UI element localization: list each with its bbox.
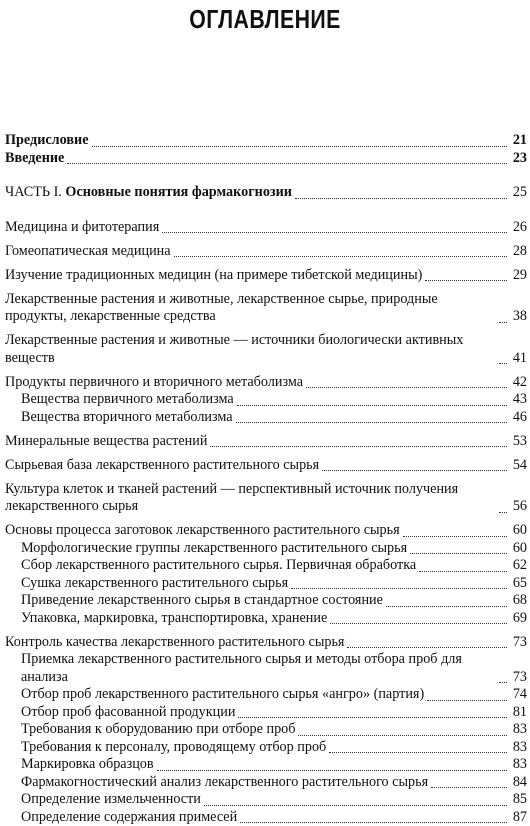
toc-page-number: 60 bbox=[509, 540, 527, 558]
toc-entry-title: Вещества вторичного метаболизма bbox=[21, 409, 233, 427]
page-title: ОГЛАВЛЕНИЕ bbox=[48, 4, 483, 35]
toc-page-number: 87 bbox=[509, 809, 527, 826]
toc-subentry[interactable] bbox=[5, 592, 527, 610]
toc-leader-dots bbox=[237, 404, 507, 406]
toc-leader-dots bbox=[210, 445, 507, 447]
toc-page-number: 74 bbox=[509, 686, 527, 704]
toc-entry-title: Требования к персоналу, проводящему отбор проб bbox=[21, 739, 326, 757]
toc-page-number: 68 bbox=[509, 592, 527, 610]
toc-leader-dots bbox=[386, 605, 507, 607]
toc-subentry[interactable] bbox=[5, 391, 527, 409]
toc-page-number: 83 bbox=[509, 721, 527, 739]
toc-page-number: 25 bbox=[509, 184, 527, 202]
toc-entry-title: Предисловие bbox=[5, 132, 89, 150]
toc-page-number: 84 bbox=[509, 774, 527, 792]
toc-page-number: 21 bbox=[509, 132, 527, 150]
toc-subentry[interactable] bbox=[5, 704, 527, 722]
toc-leader-dots bbox=[295, 197, 507, 199]
toc-page-number: 53 bbox=[509, 433, 527, 451]
toc-page-number: 43 bbox=[509, 391, 527, 409]
toc-page-number: 60 bbox=[509, 522, 527, 540]
toc-page-number: 85 bbox=[509, 791, 527, 809]
toc-subentry[interactable] bbox=[5, 686, 527, 704]
toc-subentry[interactable] bbox=[5, 557, 527, 575]
toc-page-number: 41 bbox=[509, 350, 527, 368]
toc-entry-title: Фармакогностический анализ лекарственного растительного сырья bbox=[21, 774, 428, 792]
toc-page-number: 28 bbox=[509, 243, 527, 261]
toc-entry-title: Требования к оборудованию при отборе проб bbox=[21, 721, 295, 739]
toc-entry-title: Отбор проб фасованной продукции bbox=[21, 704, 235, 722]
toc-subentry[interactable] bbox=[5, 610, 527, 628]
toc-subentry[interactable] bbox=[5, 721, 527, 739]
toc-entry-title: Введение bbox=[5, 150, 64, 168]
toc-entry[interactable] bbox=[5, 332, 527, 367]
toc-leader-dots bbox=[425, 279, 507, 281]
toc-entry[interactable] bbox=[5, 433, 527, 451]
toc-page-number: 62 bbox=[509, 557, 527, 575]
toc-entry-title: Гомеопатическая медицина bbox=[5, 243, 171, 261]
toc-leader-dots bbox=[330, 622, 507, 624]
toc-page-number: 73 bbox=[509, 634, 527, 652]
toc-page-number: 83 bbox=[509, 756, 527, 774]
toc-part-title: Основные понятия фармакогнозии bbox=[65, 184, 292, 200]
toc-leader-dots bbox=[322, 469, 507, 471]
toc-page-number: 26 bbox=[509, 219, 527, 237]
toc-page-number: 81 bbox=[509, 704, 527, 722]
toc-entry-introduction[interactable] bbox=[5, 150, 527, 168]
toc-entry-title: Приемка лекарственного растительного сырья и методы отбора проб для анализа bbox=[21, 651, 496, 686]
toc-leader-dots bbox=[204, 804, 507, 806]
toc-subentry[interactable] bbox=[5, 809, 527, 826]
toc-entry-preface[interactable] bbox=[5, 132, 527, 150]
toc-leader-dots bbox=[236, 421, 507, 423]
toc-subentry[interactable] bbox=[5, 575, 527, 593]
toc-entry-title: Определение измельченности bbox=[21, 791, 201, 809]
toc-entry-title: Продукты первичного и вторичного метаболизма bbox=[5, 374, 303, 392]
toc-page-number: 73 bbox=[509, 669, 527, 687]
toc-entry-part-1[interactable] bbox=[5, 184, 527, 202]
toc-subentry[interactable] bbox=[5, 409, 527, 427]
toc-entry[interactable] bbox=[5, 267, 527, 285]
toc-page-number: 23 bbox=[509, 150, 527, 168]
toc-leader-dots bbox=[291, 587, 507, 589]
toc-leader-dots bbox=[306, 386, 507, 388]
toc-leader-dots bbox=[298, 734, 507, 736]
toc-leader-dots bbox=[403, 535, 507, 537]
toc-page-number: 56 bbox=[509, 498, 527, 516]
toc-subentry[interactable] bbox=[5, 540, 527, 558]
toc-leader-dots bbox=[157, 769, 507, 771]
toc-leader-dots bbox=[431, 786, 507, 788]
toc-leader-dots bbox=[499, 511, 507, 513]
toc-leader-dots bbox=[499, 681, 507, 683]
toc-entry-title: Определение содержания примесей bbox=[21, 809, 237, 826]
toc-leader-dots bbox=[162, 231, 507, 233]
toc-entry-title: Сушка лекарственного растительного сырья bbox=[21, 575, 288, 593]
toc-entry-title: Изучение традиционных медицин (на примере тибетской медицины) bbox=[5, 267, 422, 285]
toc-entry-title: Лекарственные растения и животные, лекарственное сырье, природные продукты, лекарственные средства bbox=[5, 291, 496, 326]
toc-leader-dots bbox=[329, 751, 507, 753]
toc-subentry[interactable] bbox=[5, 651, 527, 686]
toc-entry-title: Отбор проб лекарственного растительного сырья «ангро» (партия) bbox=[21, 686, 424, 704]
toc-entry-title: Культура клеток и тканей растений — перспективный источник получения лекарственного сырья bbox=[5, 481, 496, 516]
toc-page-number: 83 bbox=[509, 739, 527, 757]
toc-entry[interactable] bbox=[5, 219, 527, 237]
toc-leader-dots bbox=[419, 570, 507, 572]
toc-entry-title: Медицина и фитотерапия bbox=[5, 219, 159, 237]
toc-entry[interactable] bbox=[5, 374, 527, 392]
toc-subentry[interactable] bbox=[5, 756, 527, 774]
toc-page-number: 29 bbox=[509, 267, 527, 285]
toc-page-number: 69 bbox=[509, 610, 527, 628]
toc-entry-title: Морфологические группы лекарственного растительного сырья bbox=[21, 540, 407, 558]
toc-leader-dots bbox=[174, 255, 507, 257]
toc-entry-title: Упаковка, маркировка, транспортировка, хранение bbox=[21, 610, 327, 628]
toc-entry-title: Вещества первичного метаболизма bbox=[21, 391, 234, 409]
toc-entry-title: Контроль качества лекарственного растительного сырья bbox=[5, 634, 344, 652]
toc-leader-dots bbox=[67, 162, 507, 164]
toc-entry-title: Сырьевая база лекарственного растительного сырья bbox=[5, 457, 319, 475]
toc-leader-dots bbox=[347, 646, 507, 648]
toc-part-heading bbox=[5, 184, 292, 202]
toc-entry-title: Сбор лекарственного растительного сырья. Первичная обработка bbox=[21, 557, 416, 575]
toc-entry-title: Минеральные вещества растений bbox=[5, 433, 207, 451]
toc-subentry[interactable] bbox=[5, 739, 527, 757]
toc-subentry[interactable] bbox=[5, 791, 527, 809]
toc-subentry[interactable] bbox=[5, 774, 527, 792]
toc-leader-dots bbox=[238, 716, 507, 718]
toc-leader-dots bbox=[427, 699, 507, 701]
toc-page-number: 42 bbox=[509, 374, 527, 392]
toc-part-label: ЧАСТЬ I. bbox=[5, 184, 62, 200]
toc-entry-title: Приведение лекарственного сырья в стандартное состояние bbox=[21, 592, 383, 610]
toc-page-number: 54 bbox=[509, 457, 527, 475]
table-of-contents bbox=[5, 132, 527, 826]
toc-entry[interactable] bbox=[5, 457, 527, 475]
toc-leader-dots bbox=[499, 362, 507, 364]
toc-entry[interactable] bbox=[5, 291, 527, 326]
toc-page-number: 38 bbox=[509, 308, 527, 326]
toc-entry[interactable] bbox=[5, 481, 527, 516]
toc-entry[interactable] bbox=[5, 634, 527, 652]
toc-entry-title: Основы процесса заготовок лекарственного растительного сырья bbox=[5, 522, 400, 540]
toc-leader-dots bbox=[240, 821, 507, 823]
toc-leader-dots bbox=[410, 552, 507, 554]
toc-entry-title: Маркировка образцов bbox=[21, 756, 154, 774]
toc-entry-title: Лекарственные растения и животные — источники биологически активных веществ bbox=[5, 332, 496, 367]
toc-leader-dots bbox=[92, 145, 507, 147]
toc-entry[interactable] bbox=[5, 243, 527, 261]
toc-page-number: 65 bbox=[509, 575, 527, 593]
toc-page-number: 46 bbox=[509, 409, 527, 427]
toc-entry[interactable] bbox=[5, 522, 527, 540]
toc-leader-dots bbox=[499, 321, 507, 323]
